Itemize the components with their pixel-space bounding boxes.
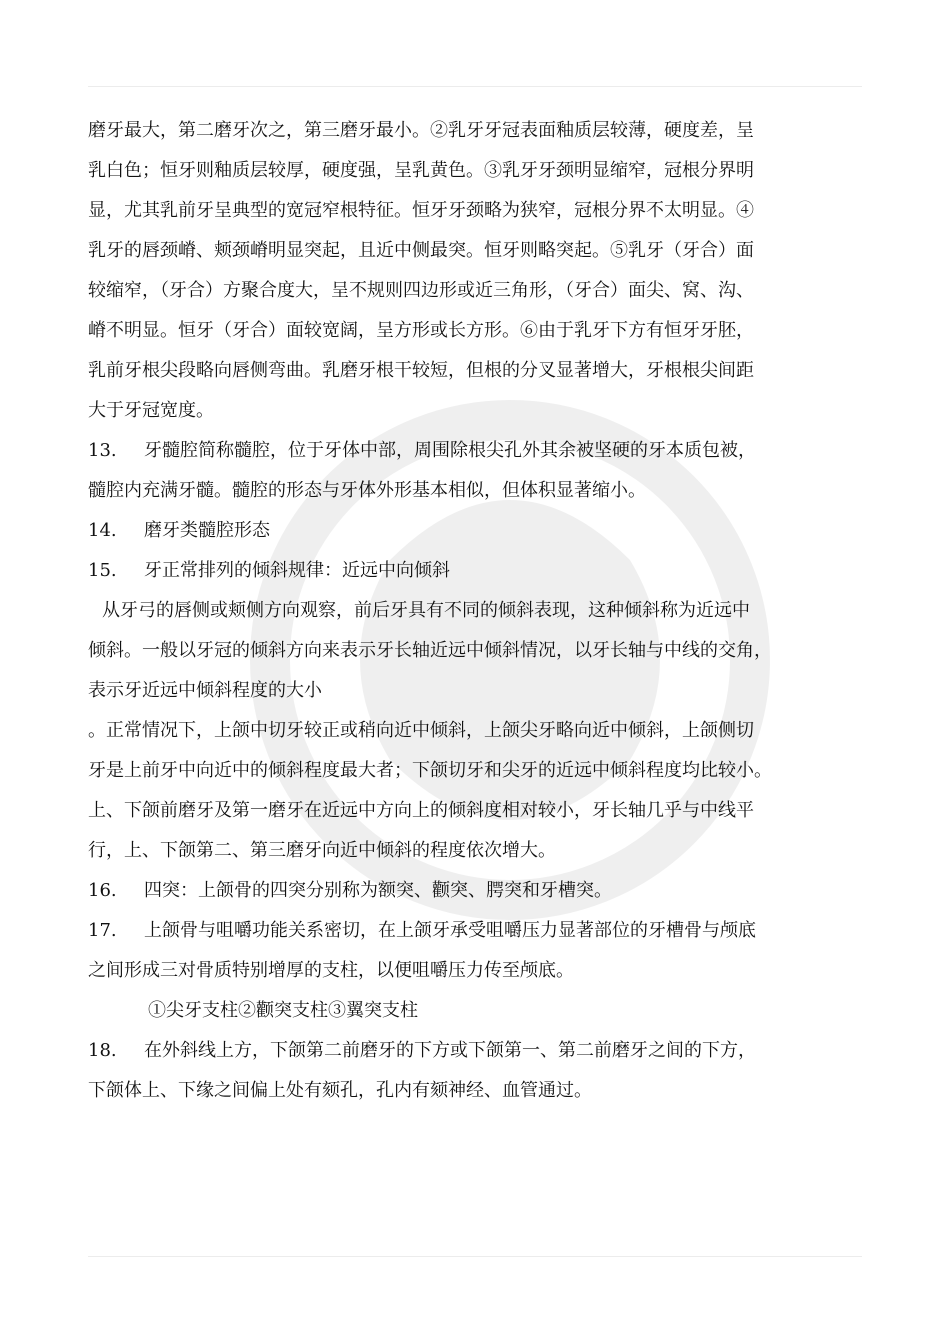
- line-text: 磨牙类髓腔形态: [144, 520, 270, 541]
- text-line: [88, 1071, 878, 1111]
- item-number: 13.: [88, 440, 117, 461]
- text-line: [88, 591, 878, 631]
- header-rule: [88, 86, 862, 87]
- line-text: 之间形成三对骨质特别增厚的支柱，以便咀嚼压力传至颅底。: [88, 960, 574, 981]
- text-line: [88, 111, 878, 151]
- item-number: 15.: [88, 560, 117, 581]
- text-line: [88, 631, 878, 671]
- text-line: [88, 231, 878, 271]
- line-text: 乳白色；恒牙则釉质层较厚，硬度强，呈乳黄色。③乳牙牙颈明显缩窄，冠根分界明: [88, 160, 754, 181]
- line-text: 从牙弓的唇侧或颊侧方向观察，前后牙具有不同的倾斜表现，这种倾斜称为近远中: [102, 600, 750, 621]
- text-line: [88, 191, 878, 231]
- footer-rule: [88, 1256, 862, 1257]
- numbered-item: [88, 1031, 878, 1071]
- numbered-item: [88, 551, 878, 591]
- text-line: [88, 791, 878, 831]
- line-text: 上、下颌前磨牙及第一磨牙在近远中方向上的倾斜度相对较小，牙长轴几乎与中线平: [88, 800, 754, 821]
- numbered-item: [88, 511, 878, 551]
- line-text: 较缩窄，（牙合）方聚合度大，呈不规则四边形或近三角形，（牙合）面尖、窝、沟、: [88, 280, 754, 301]
- line-text: 乳前牙根尖段略向唇侧弯曲。乳磨牙根干较短，但根的分叉显著增大，牙根根尖间距: [88, 360, 754, 381]
- line-text: 下颌体上、下缘之间偏上处有颏孔，孔内有颏神经、血管通过。: [88, 1080, 592, 1101]
- line-text: 大于牙冠宽度。: [88, 400, 214, 421]
- line-text: 显，尤其乳前牙呈典型的宽冠窄根特征。恒牙牙颈略为狭窄，冠根分界不太明显。④: [88, 200, 754, 221]
- line-text: 。正常情况下，上颌中切牙较正或稍向近中倾斜，上颌尖牙略向近中倾斜，上颌侧切: [88, 720, 754, 741]
- line-text: 上颌骨与咀嚼功能关系密切，在上颌牙承受咀嚼压力显著部位的牙槽骨与颅底: [144, 920, 756, 941]
- text-line: [88, 151, 878, 191]
- line-text: 乳牙的唇颈嵴、颊颈嵴明显突起，且近中侧最突。恒牙则略突起。⑤乳牙（牙合）面: [88, 240, 754, 261]
- item-number: 16.: [88, 880, 117, 901]
- text-line: [88, 471, 878, 511]
- line-text: 表示牙近远中倾斜程度的大小: [88, 680, 322, 701]
- text-line: [88, 271, 878, 311]
- line-text: 嵴不明显。恒牙（牙合）面较宽阔，呈方形或长方形。⑥由于乳牙下方有恒牙牙胚，: [88, 320, 754, 341]
- text-line: [88, 311, 878, 351]
- numbered-item: [88, 871, 878, 911]
- text-line: [88, 671, 878, 711]
- text-line: [88, 951, 878, 991]
- line-text: 髓腔内充满牙髓。髓腔的形态与牙体外形基本相似，但体积显著缩小。: [88, 480, 646, 501]
- line-text: 行，上、下颌第二、第三磨牙向近中倾斜的程度依次增大。: [88, 840, 556, 861]
- text-line: [88, 831, 878, 871]
- line-text: 牙正常排列的倾斜规律：近远中向倾斜: [144, 560, 450, 581]
- item-number: 18.: [88, 1040, 117, 1061]
- text-line: [88, 391, 878, 431]
- document-body: [88, 111, 878, 1111]
- numbered-item: [88, 911, 878, 951]
- item-number: 14.: [88, 520, 117, 541]
- item-number: 17.: [88, 920, 117, 941]
- text-line: [88, 751, 878, 791]
- line-text: ①尖牙支柱②颧突支柱③翼突支柱: [148, 1000, 418, 1021]
- numbered-item: [88, 431, 878, 471]
- text-line: [88, 711, 878, 751]
- text-line: [88, 351, 878, 391]
- line-text: 在外斜线上方，下颌第二前磨牙的下方或下颌第一、第二前磨牙之间的下方，: [144, 1040, 756, 1061]
- line-text: 四突：上颌骨的四突分别称为额突、颧突、腭突和牙槽突。: [144, 880, 612, 901]
- line-text: 牙髓腔简称髓腔，位于牙体中部，周围除根尖孔外其余被坚硬的牙本质包被，: [144, 440, 756, 461]
- line-text: 磨牙最大，第二磨牙次之，第三磨牙最小。②乳牙牙冠表面釉质层较薄，硬度差，呈: [88, 120, 754, 141]
- line-text: 牙是上前牙中向近中的倾斜程度最大者；下颌切牙和尖牙的近远中倾斜程度均比较小。: [88, 760, 772, 781]
- text-line: [88, 991, 878, 1031]
- line-text: 倾斜。一般以牙冠的倾斜方向来表示牙长轴近远中倾斜情况，以牙长轴与中线的交角，: [88, 640, 772, 661]
